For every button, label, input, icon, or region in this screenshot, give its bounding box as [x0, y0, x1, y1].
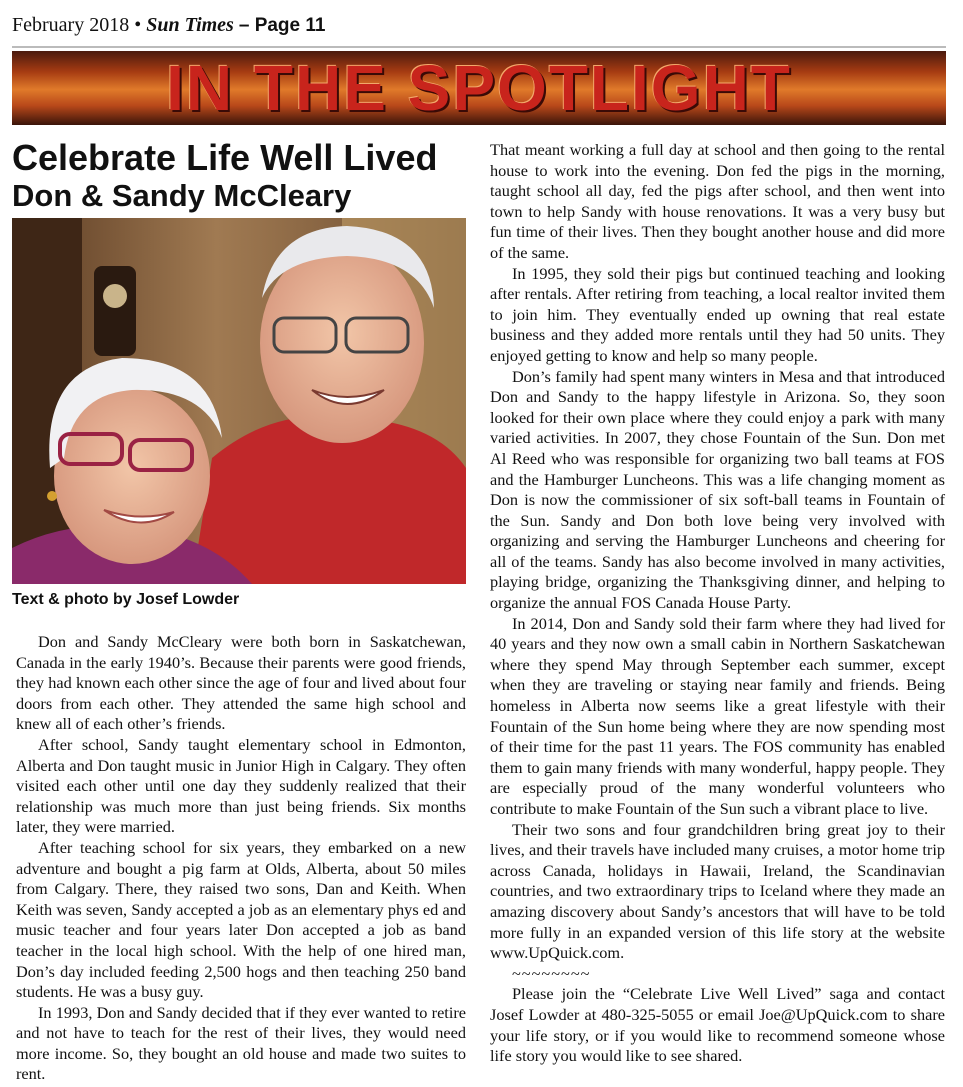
headline-line-1: Celebrate Life Well Lived	[12, 137, 438, 178]
paragraph: Don’s family had spent many winters in Mesa and that introduced Don and Sandy to the happy lifestyle in Arizona. So, they soon looked for their own place where they could enjoy a park with many varied activities. In 2007, they chose Fountain of the Sun. Don met Al Reed who was responsible for organizing two ball teams at FOS and the Hamburger Luncheons. This was a life changing moment as Don is now the commissioner of six soft-ball teams in Fountain of the Sun. Sandy and Don both love being very involved with organizing and serving the Hamburger Luncheons and cheering for all of the teams. Sandy has also become involved in many activities, playing bridge, organizing the Thanksgiving dinner, and helping to organize the annual FOS Canada House Party.	[490, 366, 945, 613]
article-headline	[12, 138, 437, 214]
paragraph: After school, Sandy taught elementary school in Edmonton, Alberta and Don taught music in Junior High in Calgary. They often visited each other until one day they suddenly realized that their relationship was much more than just being friends. Six months later, they were married.	[16, 734, 466, 837]
article-column-1	[16, 632, 466, 1085]
section-divider: ~~~~~~~~	[512, 963, 591, 983]
masthead-bullet: •	[134, 14, 142, 36]
photo-credit: Text & photo by Josef Lowder	[12, 591, 240, 608]
issue-date: February 2018	[12, 14, 130, 36]
banner-title: IN THE SPOTLIGHT	[166, 52, 792, 124]
contact-paragraph: Please join the “Celebrate Live Well Lived” saga and contact Josef Lowder at 480-325-5055 or email Joe@UpQuick.com to share your life story, or if you would like to recommend someone whose life story you would like to see shared.	[490, 984, 945, 1066]
paper-name: Sun Times	[146, 14, 234, 36]
article-column-2	[490, 140, 945, 1067]
masthead-rule	[12, 46, 946, 48]
masthead	[12, 14, 325, 37]
spotlight-banner	[12, 51, 946, 125]
paragraph: That meant working a full day at school and then going to the rental house to work into the evening. Don fed the pigs in the morning, taught school all day, fed the pigs after school, and then went into town to help Sandy with house renovations. It was a very busy but fun time of their lives. Then they bought another house and did more of the same.	[490, 140, 945, 262]
paragraph: After teaching school for six years, they embarked on a new adventure and bought a pig farm at Olds, Alberta, about 50 miles from Calgary. There, they raised two sons, Dan and Keith. When Keith was seven, Sandy accepted a job as an elementary phys ed and music teacher and four years later Don accepted a job as band teacher in the local high school. With the help of one hired man, Don’s day included feeding 2,500 hogs and then teaching 250 band students. He was a busy guy.	[16, 837, 466, 1002]
paragraph: In 1993, Don and Sandy decided that if they ever wanted to retire and not have to teach for the rest of their lives, they would need more income. So, they bought an old house and made two suites to rent.	[16, 1002, 466, 1084]
paragraph: Their two sons and four grandchildren bring great joy to their lives, and their travels have included many cruises, a motor home trip across Canada, holidays in Hawaii, Ireland, the Scandinavian countries, and two extraordinary trips to Iceland where they made an amazing discovery about Sandy’s ancestors that will have to be told more fully in an expanded version of this life story at the website www.UpQuick.com.	[490, 819, 945, 963]
paragraph: Don and Sandy McCleary were both born in Saskatchewan, Canada in the early 1940’s. Because their parents were good friends, they had known each other since the age of four and lived about four doors from each other. They attended the same high school and knew all of each other’s friends.	[16, 632, 466, 734]
paragraph: In 2014, Don and Sandy sold their farm where they had lived for 40 years and they now own a small cabin in Northern Saskatchewan where they spend May through September each summer, except when they are traveling or staying near family and friends. Being homeless in Alberta now seems like a great lifestyle with their Fountain of the Sun home being where they are now spending most of their time for the past 11 years. The FOS community has enabled them to gain many friends with many wonderful, happy people. They are especially proud of the many wonderful volunteers who contribute to make Fountain of the Sun such a vibrant place to live.	[490, 613, 945, 818]
paragraph: In 1995, they sold their pigs but continued teaching and looking after rentals. After retiring from teaching, a local realtor invited them to join him. They eventually ended up owning that real estate business and they added more rentals until they had 50 units. They enjoyed getting to know and help so many people.	[490, 263, 945, 365]
headline-line-2: Don & Sandy McCleary	[12, 178, 352, 213]
page-number: – Page 11	[238, 15, 326, 36]
couple-photo	[12, 218, 466, 584]
